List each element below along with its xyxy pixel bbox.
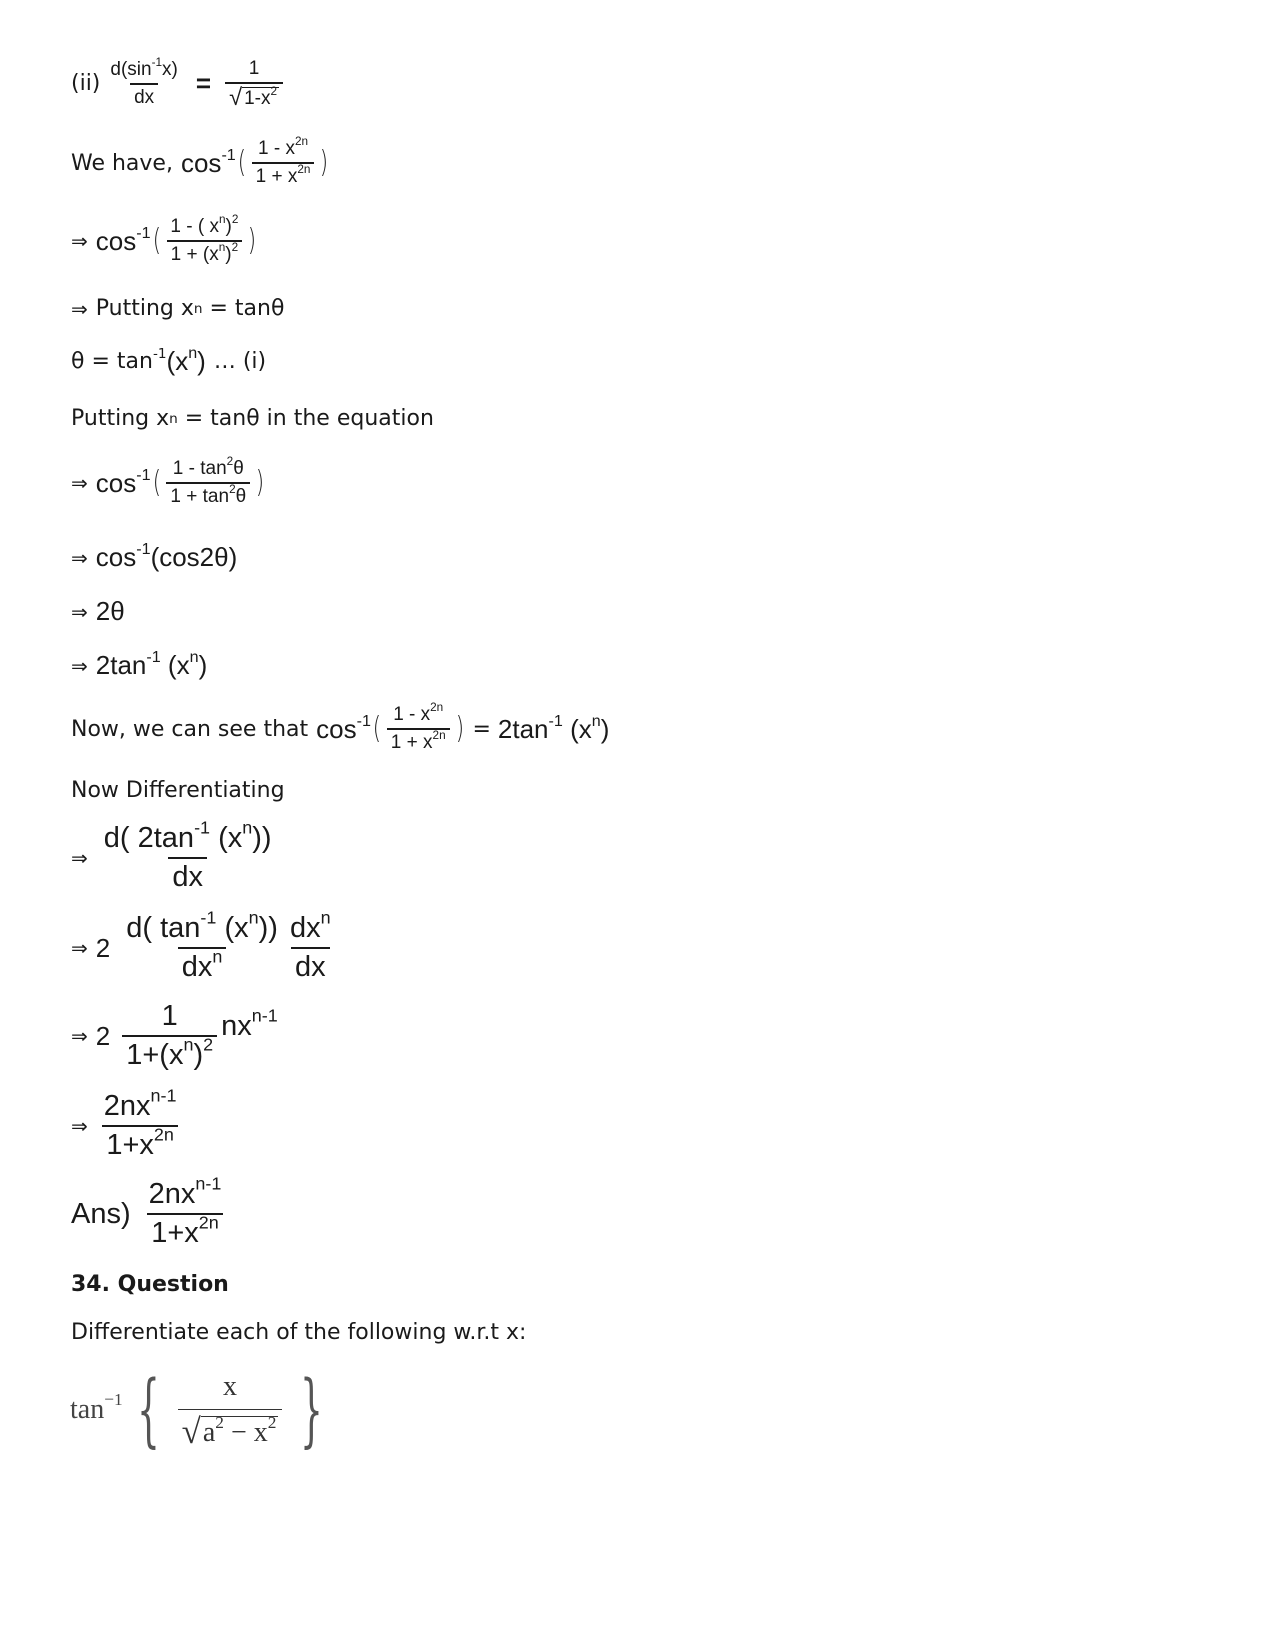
fraction: $\frac{dx^n}{dx}$ (289, 907, 331, 983)
left-paren: ( (152, 464, 161, 500)
right-paren: ) (248, 222, 257, 258)
fraction: $\frac{d(\sin^{-1}x)}{dx}$ (110, 56, 178, 108)
right-paren: ) (320, 144, 329, 180)
fraction: $\frac{2nx^{n-1}}{1+x^{2n}}$ (103, 1085, 177, 1161)
equation-theta: $\theta = \tan^{-1}$ $(x^n)$ … (i) (71, 343, 267, 376)
fraction: $\frac{d( 2\tan^{-1} (x^n))}{dx}$ (103, 817, 272, 893)
left-paren: ( (372, 710, 382, 746)
step-derivative-1 (71, 817, 280, 894)
inverse-cos: $\cos^{-1}$ (316, 711, 371, 744)
right-brace: } (300, 1363, 324, 1456)
step-derivative-2: ⇒ 2 $\frac{d( \tan^{-1} (x^n))}{dx^n}$ $\frac{dx^n}{dx}$ (71, 912, 339, 984)
question-heading: 34. Question (71, 1272, 229, 1297)
right-paren: ) (255, 464, 265, 500)
step-cos2theta: ⇒ $\cos^{-1}(\cos 2\theta)$ (71, 539, 238, 572)
step-2theta: ⇒ 2θ (71, 596, 125, 626)
step-2tan: ⇒ $2\tan^{-1}$ $(x^n)$ (71, 647, 208, 680)
statement-putting: Putting x n = tanθ in the equation (71, 406, 434, 431)
fraction: $\frac{2nx^{n-1}}{1+x^{2n}}$ (148, 1173, 222, 1249)
left-paren: ( (152, 222, 161, 258)
inverse-cos: $\cos^{-1}$ (95, 465, 151, 498)
implies-icon: ⇒ (71, 229, 88, 253)
right-paren: ) (455, 710, 464, 746)
statement-differentiating: Now Differentiating (71, 778, 285, 803)
part-label: (ii) (71, 71, 101, 97)
implies-icon: ⇒ (71, 1024, 88, 1048)
fraction: $\frac{1 - x^{2n}}{1 + x^{2n}}$ (387, 704, 450, 754)
fraction: 1 √ $1-x^2$ (225, 58, 283, 110)
implies-icon: ⇒ (71, 936, 88, 960)
step-tan-form (71, 455, 266, 508)
implies-icon: ⇒ (71, 471, 88, 495)
answer (71, 1173, 229, 1250)
inverse-cos: $\cos^{-1}$ (95, 223, 151, 256)
implies-icon: ⇒ (71, 653, 88, 678)
equals-sign: = (195, 68, 212, 99)
radical-icon: √ (229, 84, 243, 111)
implies-icon: ⇒ (71, 545, 88, 570)
implies-icon: ⇒ (71, 296, 88, 321)
implies-icon: ⇒ (71, 846, 88, 870)
fraction: $\frac{1 - \tan^2\theta}{1 + \tan^2\theta}$ (166, 458, 250, 508)
fraction: $\frac{1 - x^{2n}}{1 + x^{2n}}$ (252, 138, 315, 188)
inverse-cos: $\cos^{-1}$ (180, 145, 236, 178)
radical-icon: √ (181, 1412, 201, 1451)
statement-conclusion: Now, we can see that $\cos^{-1}$ ( $\frac{1 - x^{2n}}{1 + x^{2n}}$ ) = $2\tan^{-1}$ $(x^n)$ (71, 701, 610, 753)
step-derivative-4 (71, 1085, 185, 1162)
formula-arcsin-derivative (71, 58, 287, 110)
left-paren: ( (237, 144, 246, 180)
equation-number: … (i) (213, 349, 267, 374)
answer-label: Ans) (71, 1197, 131, 1230)
step-rewrite (71, 213, 258, 266)
fraction: $\frac{d( \tan^{-1} (x^n))}{dx^n}$ (126, 907, 278, 983)
question-text: Differentiate each of the following w.r.t x: (71, 1320, 527, 1345)
statement-we-have: We have, $\cos^{-1}$ ( $\frac{1 - x^{2n}}{1 + x^{2n}}$ ) (71, 135, 329, 187)
step-substitution: ⇒ Putting x n = tanθ (71, 296, 285, 321)
fraction: $\frac{1 - ( x^n)^2}{1 + (x^n)^2}$ (166, 216, 242, 266)
question-expression: $\tan^{-1}$ { x √ $a^2 - x^2$ } (70, 1363, 324, 1456)
fraction: x √ $a^2 - x^2$ (178, 1371, 283, 1449)
step-derivative-3: ⇒ 2 $\frac{1}{1+(x^n)^2}$ $nx^{n-1}$ (71, 1000, 278, 1071)
left-brace: { (136, 1363, 160, 1456)
fraction: $\frac{1}{1+(x^n)^2}$ (122, 1000, 217, 1072)
implies-icon: ⇒ (71, 1114, 88, 1138)
implies-icon: ⇒ (71, 599, 88, 624)
